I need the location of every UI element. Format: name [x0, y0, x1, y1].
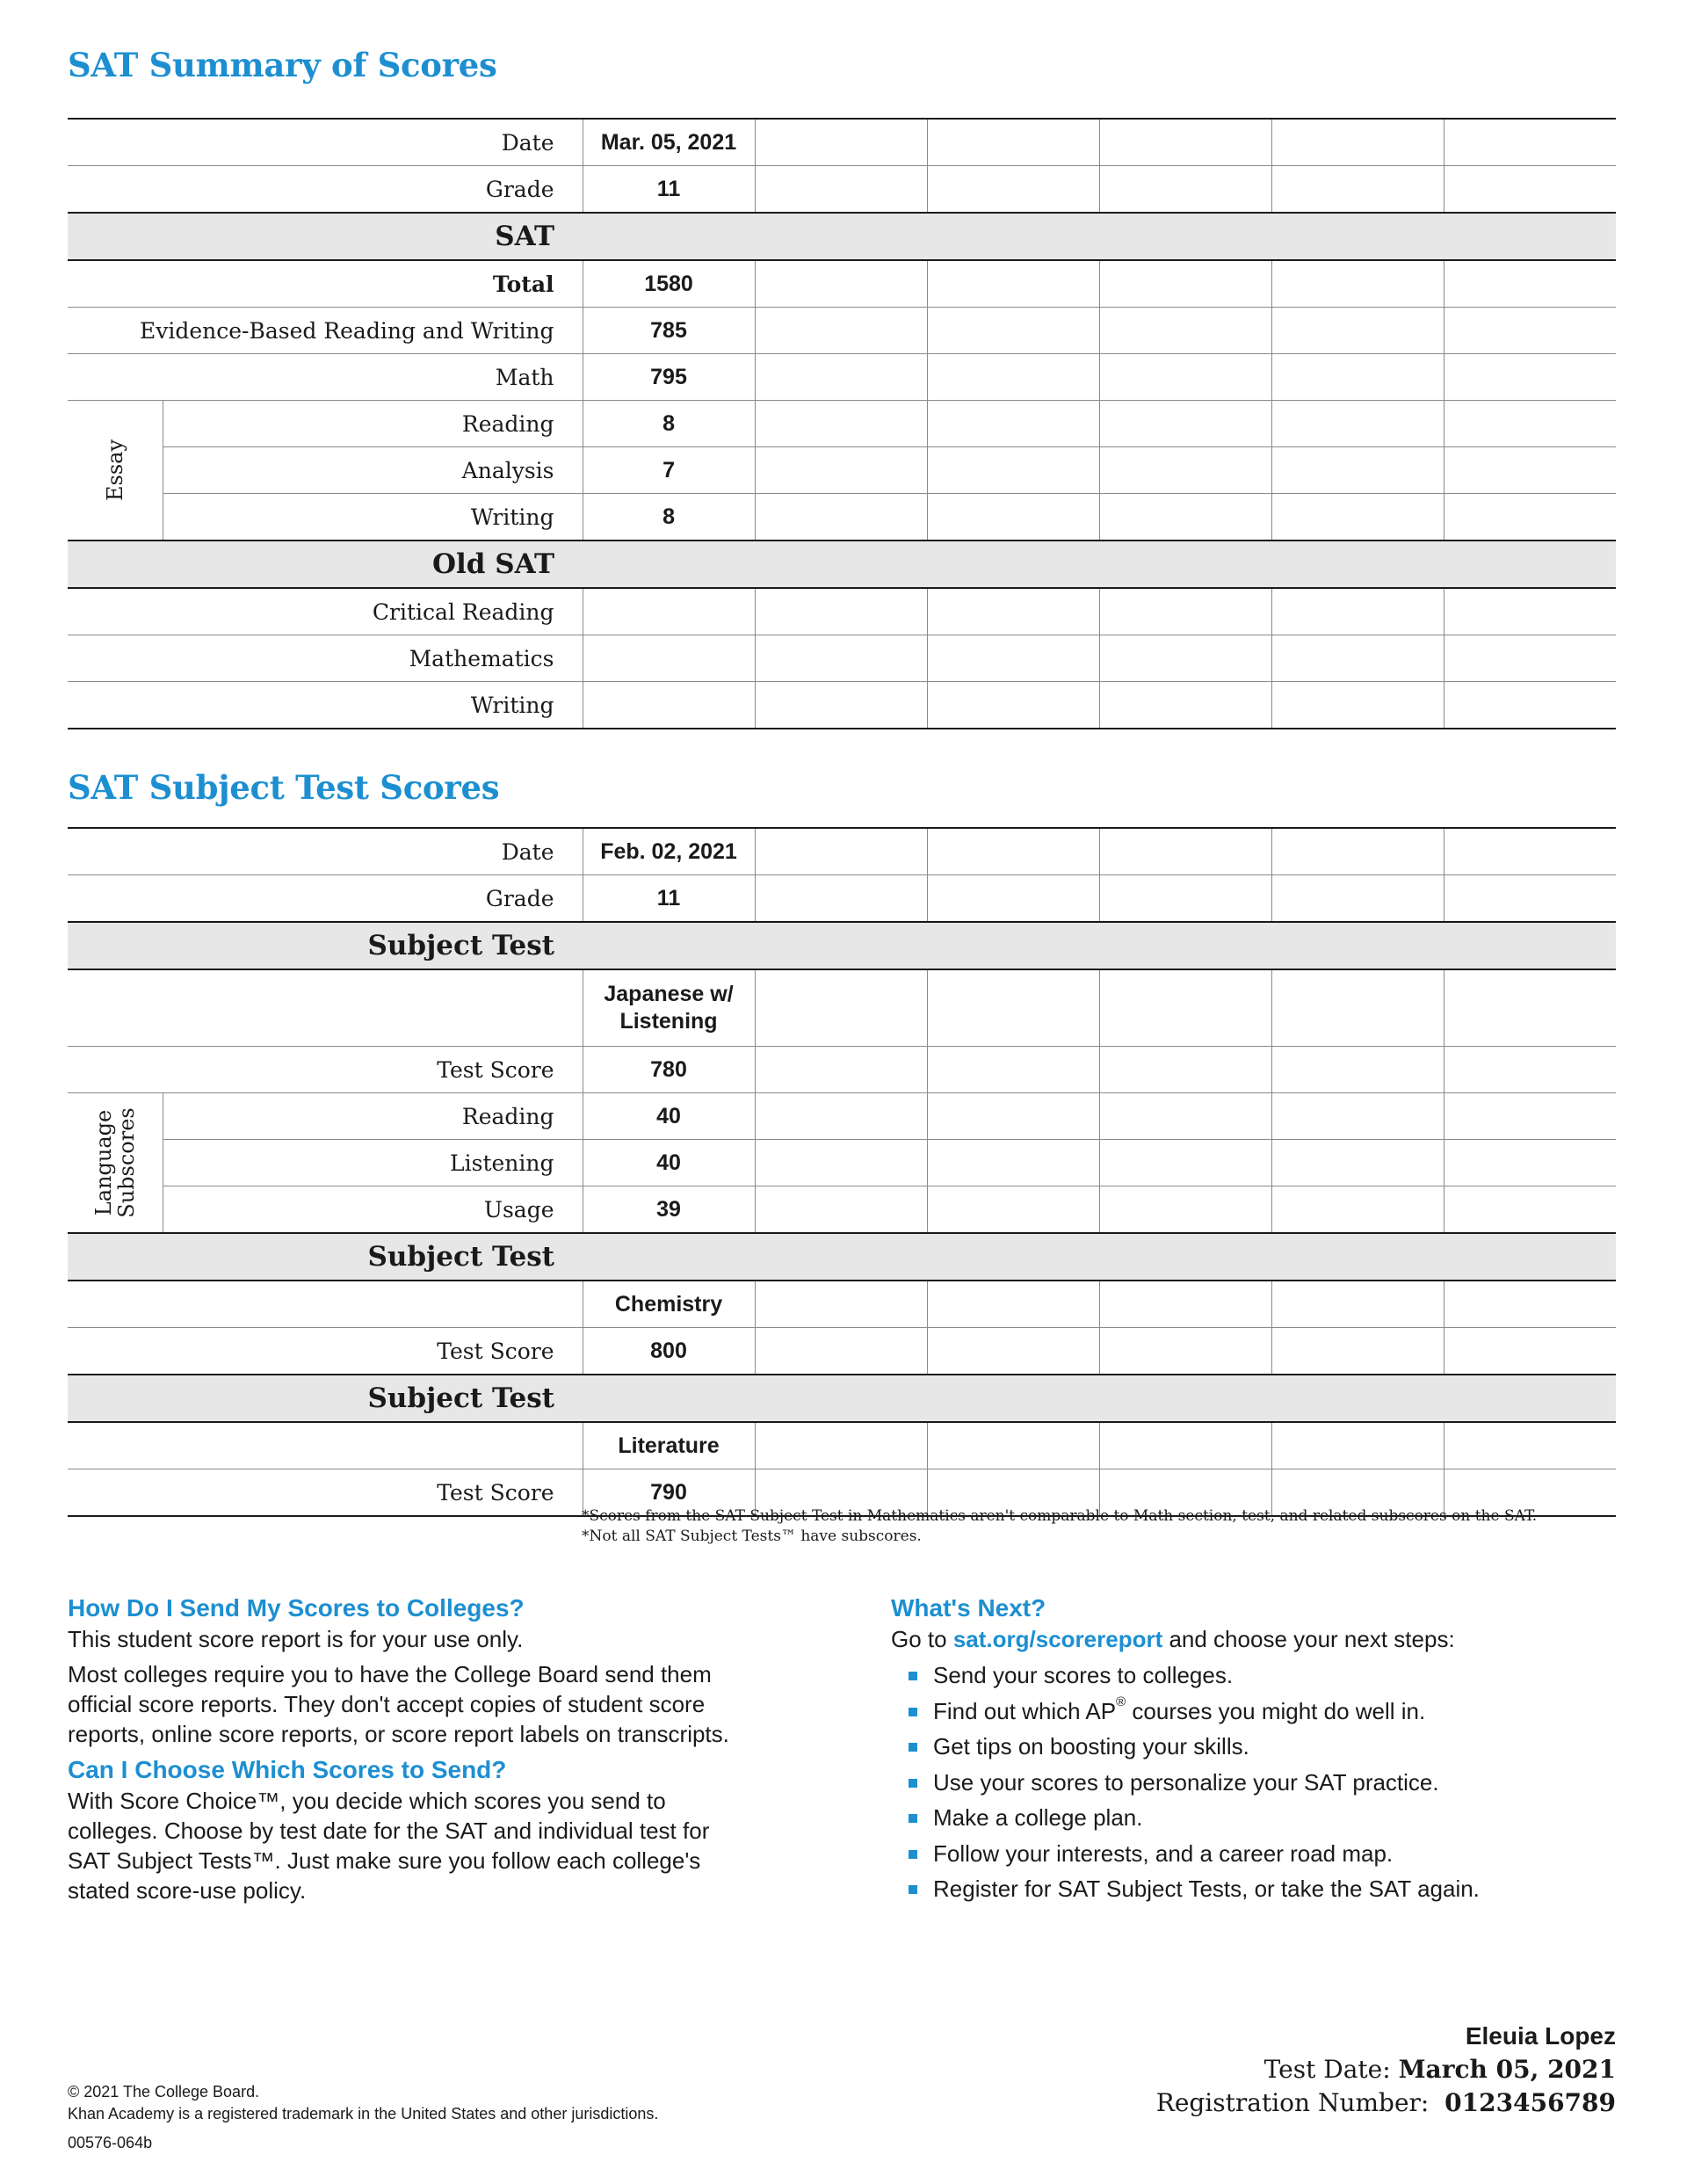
registration-line: Registration Number: 0123456789 — [1155, 2088, 1616, 2117]
math-value: 795 — [583, 354, 755, 401]
test1-name: Japanese w/ Listening — [583, 969, 755, 1047]
subject-test-table — [68, 827, 1616, 1517]
sat-band-label: SAT — [68, 213, 583, 260]
mathematics-row — [68, 635, 1616, 682]
math-row — [68, 354, 1616, 401]
essay-group-label: Essay — [68, 401, 163, 541]
subscore-usage-value: 39 — [583, 1186, 755, 1234]
test3-score-label: Test Score — [68, 1469, 583, 1517]
sat-band — [68, 213, 1616, 260]
scorereport-link[interactable]: sat.org/scorereport — [952, 1626, 1163, 1652]
test3-name: Literature — [583, 1422, 755, 1469]
essay-analysis-label: Analysis — [163, 447, 583, 494]
next-intro: Go to sat.org/scorereport and choose your next steps: — [891, 1626, 1455, 1652]
student-name: Eleuia Lopez — [1465, 2022, 1616, 2050]
footer-legal — [68, 2081, 658, 2154]
grade-value: 11 — [583, 166, 755, 214]
subject-test-band-3 — [68, 1375, 1616, 1422]
subscore-reading-row — [68, 1093, 1616, 1140]
subscore-listening-label: Listening — [163, 1140, 583, 1186]
test2-score-row — [68, 1328, 1616, 1375]
subject-grade-value: 11 — [583, 875, 755, 923]
subscore-reading-value: 40 — [583, 1093, 755, 1140]
send-heading: How Do I Send My Scores to Colleges? — [68, 1594, 525, 1622]
old-writing-row — [68, 682, 1616, 729]
copyright: © 2021 The College Board. — [68, 2083, 260, 2101]
total-row — [68, 260, 1616, 308]
next-step-5: Make a college plan. — [891, 1800, 1611, 1836]
form-code: 00576-064b — [68, 2134, 153, 2151]
student-info — [1156, 2020, 1616, 2120]
subscore-listening-value: 40 — [583, 1140, 755, 1186]
subject-grade-label: Grade — [68, 875, 583, 923]
test1-score: 780 — [583, 1047, 755, 1093]
critical-reading-row — [68, 588, 1616, 635]
send-scores-section — [68, 1593, 771, 1905]
total-label: Total — [68, 260, 583, 308]
date-label: Date — [68, 119, 583, 166]
subject-test-band-label: Subject Test — [68, 1233, 583, 1281]
essay-writing-value: 8 — [583, 494, 755, 541]
test1-score-label: Test Score — [68, 1047, 583, 1093]
old-sat-band — [68, 541, 1616, 588]
grade-row — [68, 166, 1616, 214]
grade-label: Grade — [68, 166, 583, 214]
language-subscores-label: Language Subscores — [68, 1093, 163, 1234]
subject-test-band-2 — [68, 1233, 1616, 1281]
essay-reading-label: Reading — [163, 401, 583, 447]
essay-writing-label: Writing — [163, 494, 583, 541]
ebrw-row — [68, 308, 1616, 354]
send-p1: This student score report is for your use only. — [68, 1626, 524, 1652]
next-step-1: Send your scores to colleges. — [891, 1658, 1611, 1694]
mathematics-label: Mathematics — [68, 635, 583, 682]
subject-date-value: Feb. 02, 2021 — [583, 828, 755, 875]
subject-test-band-label: Subject Test — [68, 922, 583, 969]
footnote-1: *Scores from the SAT Subject Test in Mathematics aren't comparable to Math section, test, and related subscores on the SAT. — [582, 1507, 1538, 1525]
footnotes — [582, 1506, 1537, 1547]
old-sat-band-label: Old SAT — [68, 541, 583, 588]
next-steps-list — [891, 1658, 1611, 1907]
test2-score: 800 — [583, 1328, 755, 1375]
essay-reading-value: 8 — [583, 401, 755, 447]
test3-name-row — [68, 1422, 1616, 1469]
total-value: 1580 — [583, 260, 755, 308]
test1-score-row — [68, 1047, 1616, 1093]
critical-reading-label: Critical Reading — [68, 588, 583, 635]
choose-heading: Can I Choose Which Scores to Send? — [68, 1756, 507, 1783]
test2-name: Chemistry — [583, 1281, 755, 1328]
essay-reading-row — [68, 401, 1616, 447]
test2-score-label: Test Score — [68, 1328, 583, 1375]
subject-date-label: Date — [68, 828, 583, 875]
subject-grade-row — [68, 875, 1616, 923]
next-step-2: Find out which AP® courses you might do well in. — [891, 1694, 1611, 1730]
test-date-line: Test Date: March 05, 2021 — [1263, 2055, 1616, 2084]
old-writing-label: Writing — [68, 682, 583, 729]
send-p2: Most colleges require you to have the College Board send them official score reports. They don't accept copies of student score reports, online score reports, or score report labels on transcripts. — [68, 1661, 729, 1747]
subject-test-band-1 — [68, 922, 1616, 969]
date-value: Mar. 05, 2021 — [583, 119, 755, 166]
test3-score: 790 — [583, 1469, 755, 1517]
next-step-3: Get tips on boosting your skills. — [891, 1729, 1611, 1765]
subject-test-band-label: Subject Test — [68, 1375, 583, 1422]
next-step-7: Register for SAT Subject Tests, or take the SAT again. — [891, 1871, 1611, 1907]
essay-writing-row — [68, 494, 1616, 541]
next-heading: What's Next? — [891, 1594, 1046, 1622]
trademark-notice: Khan Academy is a registered trademark in the United States and other jurisdictions. — [68, 2105, 659, 2122]
footnote-2: *Not all SAT Subject Tests™ have subscores. — [582, 1527, 922, 1545]
test2-name-row — [68, 1281, 1616, 1328]
ebrw-value: 785 — [583, 308, 755, 354]
sat-summary-table — [68, 118, 1616, 729]
subject-date-row — [68, 828, 1616, 875]
next-step-4: Use your scores to personalize your SAT practice. — [891, 1765, 1611, 1801]
date-row — [68, 119, 1616, 166]
summary-title: SAT Summary of Scores — [68, 46, 497, 84]
subscore-usage-row — [68, 1186, 1616, 1234]
subscore-reading-label: Reading — [163, 1093, 583, 1140]
ebrw-label: Evidence-Based Reading and Writing — [68, 308, 583, 354]
whats-next-section — [891, 1593, 1611, 1907]
subscore-listening-row — [68, 1140, 1616, 1186]
test1-name-row — [68, 969, 1616, 1047]
subscore-usage-label: Usage — [163, 1186, 583, 1234]
math-label: Math — [68, 354, 583, 401]
essay-analysis-value: 7 — [583, 447, 755, 494]
next-step-6: Follow your interests, and a career road map. — [891, 1836, 1611, 1872]
essay-analysis-row — [68, 447, 1616, 494]
choose-p1: With Score Choice™, you decide which scores you send to colleges. Choose by test date for the SAT and individual test for SAT Subject Tests™. Just make sure you follow each college's stated score-use policy. — [68, 1788, 710, 1904]
subject-title: SAT Subject Test Scores — [68, 768, 500, 807]
